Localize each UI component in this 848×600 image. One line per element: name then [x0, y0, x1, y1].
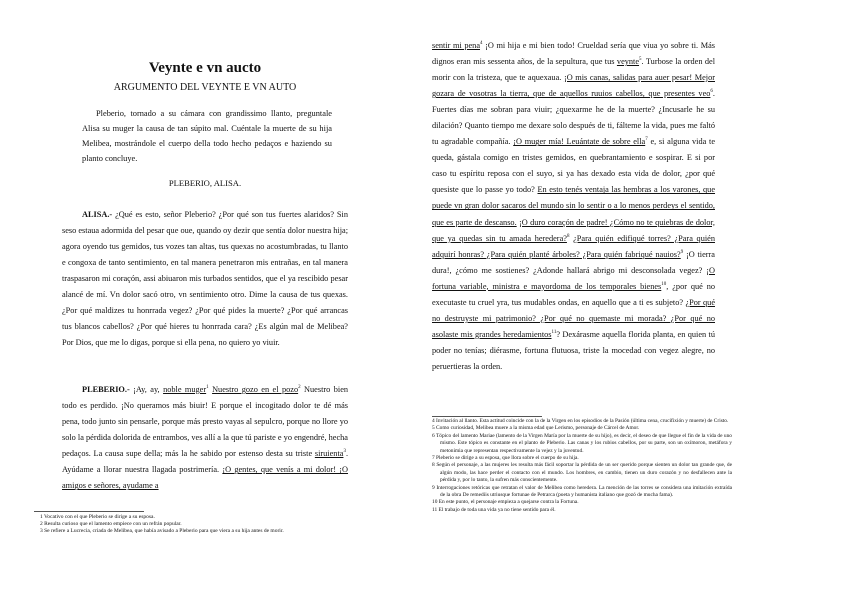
alisa-text: ¿Qué es esto, señor Pleberio? ¿Por qué son tus fuertes alaridos? Sin seso estaua adormida del pesar que oue, quando oy dezir que sentía dolor nuestra hija; agora oyendo tus gemidos, tus vozes tan altas, tus quexas no acostumbradas, tu llanto e congoxa de tanto sentimiento, en tal manera penetraron mis entrañas, en tal manera traspasaron mi coraçón, assi abiuaron mis turbados sentidos, que el ya rescibido pesar alancé de mí. Vn dolor sacó otro, vn sentimiento otro. Dime la causa de tus quexas. ¿Por qué maldizes tu honrrada vegez? ¿Por qué pides la muerte? ¿Por qué arrancas tus blancos cabellos? ¿Por qué hieres tu honrrada cara? ¿Es algún mal de Melibea? Por Dios, que me lo digas, porque si ella pena, no quiero yo viuir.	[62, 210, 348, 348]
footnote-ref-1[interactable]: 1	[206, 385, 209, 391]
pleberio-speech: PLEBERIO.- ¡Ay, ay, noble muger$^1$ Nuestro gozo en el pozo$^2$ Nuestro bien todo es perdido. ¡No queramos más biuir! E porque el incogitado dolor te dé más pena, todo junto sin pensarle, porque más presto vayas al sepulcro, porque no llore yo solo la pérdida dolorida de entrambos, ves allí a la que tú pariste e yo engendré, hecha pedaços. La causa supe della; más la he sabido por estenso desta su triste siruienta$^3$. Ayúdame a llorar nuestra llagada postrimería. ¡O gentes, que venís a mi dolor! ¡O amigos e señores, ayudame a	[62, 385, 349, 491]
underline-muger: ¡O muger mía! Leuántate de sobre ella	[513, 137, 646, 147]
footnote-ref-7[interactable]: 7	[645, 137, 648, 143]
pleberio-text-2: Nuestro bien todo es perdido. ¡No queramos más biuir! E porque el incogitado dolor te dé más pena, todo junto sin pensarle, porque más presto vayas al sepulcro, porque no llore yo solo la pérdida dolorida de entrambos, ves allí a la que tú pariste e yo engendré, hecha pedaços. La causa supe della; más la he sabido por estenso desta su triste	[62, 385, 349, 459]
pleberio-underline-1: noble muger	[163, 385, 207, 394]
underline-ventaja: En esto tenés ventaja las hembras a los varones, que puede vn gran dolor sacaros del mundo sin lo sentir o a lo menos perdeys el sentido, que es parte de descanso.	[432, 185, 716, 227]
footnotes-right	[432, 418, 732, 514]
underline-veynte: veynte	[616, 57, 640, 67]
pleberio-underline-3: siruienta	[314, 449, 344, 459]
pleberio-underline-2: Nuestro gozo en el pozo	[212, 385, 299, 394]
footnote-11: 11 El trabajo de toda una vida ya no tiene sentido para él.	[432, 506, 556, 513]
footnotes-left	[40, 514, 370, 535]
footnote-rule-right	[432, 416, 542, 417]
footnote-10: 10 En este punto, el personaje empieza a quejarse contra la Fortuna.	[432, 499, 579, 506]
characters-list: PLEBERIO, ALISA.	[168, 178, 242, 188]
underline-canas: ¡O mis canas, salidas para auer pesar! Mejor gozara de vosotras la tierra, que de aquellos ruuios cabellos, que presentes veo	[432, 73, 715, 99]
text-hija: ¡O mi hija e mi bien todo! Crueldad sería que viua yo sobre ti. Más dignos eran mis sessenta años, de la sepultura, que tus	[432, 41, 715, 67]
footnote-1: 1 Vocativo con el que Pleberio se dirige a su esposa.	[40, 514, 155, 520]
footnote-ref-9[interactable]: 9	[680, 249, 684, 255]
footnote-ref-5[interactable]: 5	[639, 57, 642, 63]
footnote-ref-10[interactable]: 10	[661, 281, 667, 287]
text-gastala: e, si alguna vida te queda, gástala comigo en tristes gemidos, en quebrantamiento e sospirar. E si por caso tu espíritu reposa con el suyo, si ya has dexado esta vida de dolor, ¿por qué quesiste que lo passe yo todo?	[432, 137, 716, 195]
speaker-pleberio: PLEBERIO.-	[82, 385, 130, 394]
argument-text: Pleberio, tornado a su cámara con grandissimo llanto, preguntale Alisa su muger la causa de tan súpito mal. Cuéntale la muerte de su hija Melibea, mostrándole el cuerpo della todo hecho pedaços e haziendo su planto concluye.	[82, 109, 332, 163]
text-dexarasme: ? Dexárasme aquella florida planta, en quien tú poder no tenías; diérasme, fortuna flutuosa, triste la mocedad con vegez alegre, no peruertieras la orden.	[432, 329, 715, 371]
footnote-2: 2 Resulta curioso que el lamento empiece con un refrán popular.	[40, 521, 182, 527]
text-turbose: Turbose la orden del morir con la tristeza, que te aquexaua.	[432, 57, 716, 83]
underline-coracon: ¡O duro coraçón de padre! ¿Cómo no te quiebras de dolor, que ya quedas sin tu amada heredera?	[432, 217, 715, 243]
footnote-6: 6 Tópico del lamento Mariae (lamento de la Virgen María por la muerte de su hijo), es decir, el deseo de que llegue el fin de la vida de uno mismo. Este tópico es constante en el planto de Pleberio. Las canas y los rubios cabellos, por su parte, son un oxímoron, metáfora y metonimia que representan respectivamente la vejez y la juventud.	[432, 432, 732, 454]
underline-sentir: sentir mi pena	[432, 41, 481, 50]
footnote-8: 8 Según el personaje, a las mujeres les resulta más fácil soportar la pérdida de un ser querido porque sienten un dolor tan grande que, de algún modo, las hace perder el contacto con el mundo. Los hombres, en cambio, tienen un duro corazón y no desfallecen ante la pérdida y, por lo tanto, la sufren más conscientemente.	[432, 462, 732, 484]
footnote-ref-4[interactable]: 4	[480, 41, 483, 47]
alisa-speech	[62, 207, 348, 351]
text-yra: , ¿por qué no executaste tu cruel yra, tus mudables ondas, en aquello que a ti es subjeto?	[432, 281, 715, 307]
speaker-alisa: ALISA.-	[82, 210, 113, 219]
pleberio-underline-4: ¡O gentes, que venís a mi dolor! ¡O amigos e señores, ayudame a	[62, 465, 349, 491]
footnote-3: 3 Se refiere a Lucrecia, criada de Melibea, que había avisado a Pleberio para que viera a su hija antes de morir.	[40, 528, 284, 534]
pleberio-text-1: ¡Ay, ay,	[133, 385, 160, 394]
footnote-rule-left	[34, 511, 144, 512]
pleberio-lament: sentir mi pena$^4$ ¡O mi hija e mi bien todo! Crueldad sería que viua yo sobre ti. Más dignos eran mis sessenta años, de la sepultura, que tus veynte$^5$. Turbose la orden del morir con la tristeza, que te aquexaua. ¡O mis canas, salidas para auer pesar! Mejor gozara de vosotras la tierra, que de aquellos ruuios cabellos, que presentes veo$^6$. Fuertes días me sobran para viuir; ¿quexarme he de la muerte? ¿Incusarle he su dilación? Quanto tiempo me dexare solo después de ti, fálteme la vida, pues me faltó tu agradable compañía. ¡O muger mía! Leuántate de sobre ella$^7$ e, si alguna vida te queda, gástala comigo en tristes gemidos, en quebrantamiento e sospirar. E si por caso tu espíritu reposa con el suyo, si ya has dexado esta vida de dolor, ¿por qué quesiste que lo passe yo todo? En esto tenés ventaja las hembras a los varones, que puede vn gran dolor sacaros del mundo sin lo sentir o a lo menos perdeys el sentido, que es parte de descanso. ¡O duro coraçón de padre! ¿Cómo no te quiebras de dolor, que ya quedas sin tu amada heredera?$^8$ ¿Para quién edifiqué torres? ¿Para quién adquirí honras? ¿Para quién planté árboles? ¿Para quién fabriqué nauios?$^9$ ¡O tierra dura!, ¿cómo me sostienes? ¿Adonde hallará abrigo mi desconsolada vegez? ¡O fortuna variable, ministra e mayordoma de los temporales bienes$^{10}$, ¿por qué no executaste tu cruel yra, tus mudables ondas, en aquello que a ti es subjeto? ¿Por qué no destruyste mi patrimonio? ¿Por qué no quemaste mi morada? ¿Por qué no asolaste mis grandes heredamientos$^{11}$? Dexárasme aquella florida planta, en quien tú poder no tenías; diérasme, fortuna flutuosa, triste la mocedad con vegez alegre, no peruertieras la orden.	[432, 41, 716, 371]
text-tierra: ¡O tierra dura!, ¿cómo me sostienes? ¿Adonde hallará abrigo mi desconsolada vegez?	[432, 249, 715, 275]
footnote-4: 4 Invitación al llanto. Esta actitud coincide con la de la Virgen en los episodios de la Pasión (última cena, crucifixión y muerte) de Cristo.	[432, 418, 729, 424]
pleberio-text-3: Ayúdame a llorar nuestra llagada postrimería.	[62, 465, 220, 475]
act-subtitle: ARGUMENTO DEL VEYNTE E VN AUTO	[113, 82, 297, 93]
text-fuertes: Fuertes días me sobran para viuir; ¿quexarme he de la muerte? ¿Incusarle he su dilación? Quanto tiempo me dexare solo después de ti, fálteme la vida, pues me faltó tu agradable compañía.	[432, 105, 715, 147]
underline-patrimonio: ¿Por qué no destruyste mi patrimonio? ¿Por qué no quemaste mi morada? ¿Por qué no asolaste mis grandes heredamientos	[432, 297, 715, 339]
act-title: Veynte e vn aucto	[148, 60, 262, 76]
underline-fortuna: ¡O fortuna variable, ministra e mayordoma de los temporales bienes	[432, 265, 715, 291]
footnote-5: 5 Como curiosidad, Melibea muere a la misma edad que Lerismo, personaje de Cárcel de Amor.	[432, 425, 640, 432]
footnote-ref-8[interactable]: 8	[566, 233, 570, 239]
footnote-9: 9 Interrogaciones retóricas que retratan el valor de Melibea como heredera. La mención de las torres se considera una imitación extraída de la obra De remediis utriusque fortunae de Petrarca (poeta y humanista italiano que gozó de mucha fama).	[432, 484, 732, 499]
footnote-ref-2[interactable]: 2	[298, 385, 301, 391]
footnote-7: 7 Pleberio se dirige a su esposa, que llora sobre el cuerpo de su hija.	[432, 455, 579, 462]
underline-torres: ¿Para quién edifiqué torres? ¿Para quién adquirí honras? ¿Para quién planté árboles? ¿Para quién fabriqué nauios?	[432, 233, 715, 259]
footnote-ref-6[interactable]: 6	[710, 89, 713, 95]
footnote-ref-11[interactable]: 11	[551, 330, 557, 336]
footnote-ref-3[interactable]: 3	[343, 449, 346, 455]
